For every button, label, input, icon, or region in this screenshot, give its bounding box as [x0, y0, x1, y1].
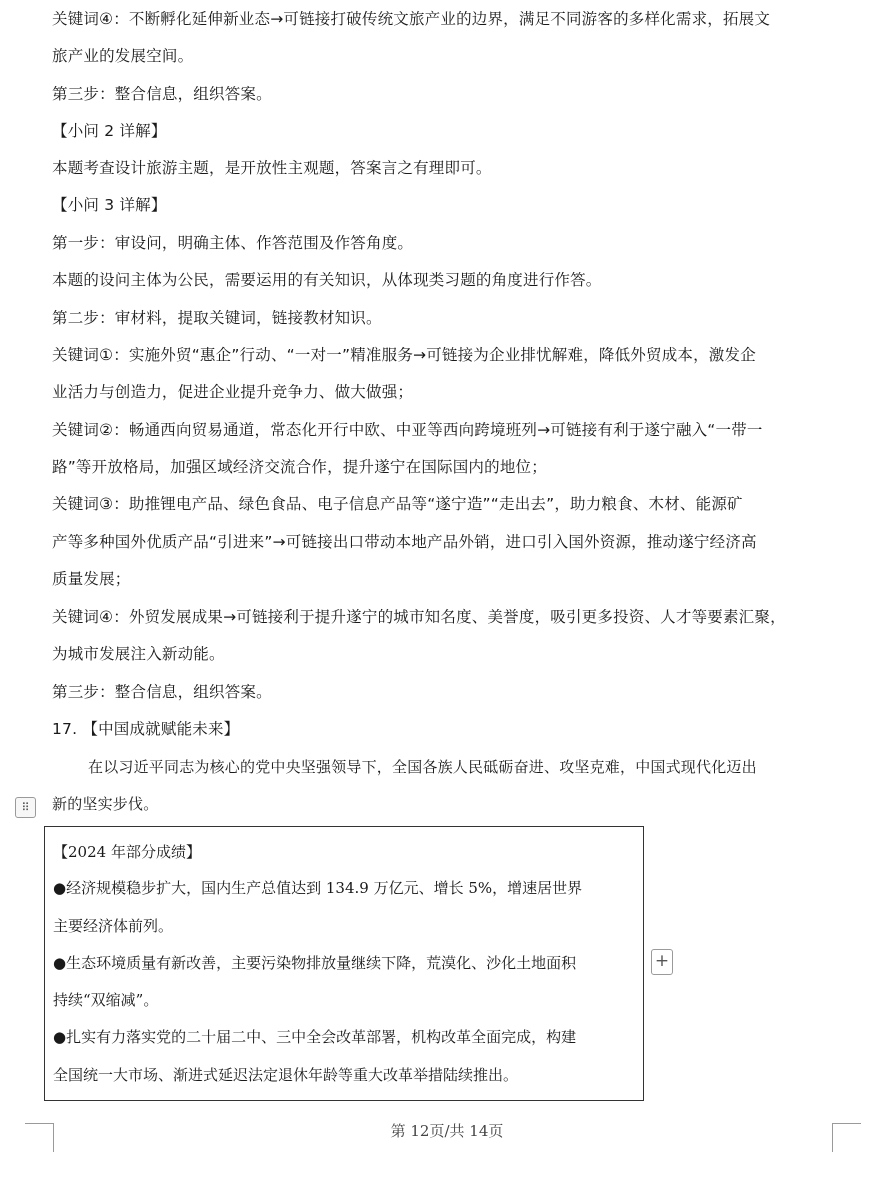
box-line: ●扎实有力落实党的二十届二中、三中全会改革部署，机构改革全面完成，构建	[53, 1028, 577, 1046]
plus-icon[interactable]: +	[651, 949, 673, 975]
paragraph-line: 为城市发展注入新动能。	[52, 645, 225, 663]
paragraph-line: 关键词②：畅通西向贸易通道，常态化开行中欧、中亚等西向跨境班列→可链接有利于遂宁融入“一带一	[52, 421, 763, 439]
paragraph-line: 产等多种国外优质产品“引进来”→可链接出口带动本地产品外销，进口引入国外资源，推动遂宁经济高	[52, 533, 757, 551]
paragraph-line: 新的坚实步伐。	[52, 795, 159, 813]
paragraph-line: 质量发展；	[52, 570, 131, 588]
paragraph-line: 路”等开放格局，加强区域经济交流合作，提升遂宁在国际国内的地位；	[52, 458, 547, 476]
paragraph-line: 本题考查设计旅游主题，是开放性主观题，答案言之有理即可。	[52, 159, 492, 177]
paragraph-line: 第三步：整合信息，组织答案。	[52, 85, 272, 103]
question-heading: 17. 【中国成就赋能未来】	[52, 720, 240, 738]
paragraph-line: 第三步：整合信息，组织答案。	[52, 683, 272, 701]
paragraph-line: 关键词④：不断孵化延伸新业态→可链接打破传统文旅产业的边界，满足不同游客的多样化需求，拓展文	[52, 10, 771, 28]
paragraph-line: 关键词①：实施外贸“惠企”行动、“一对一”精准服务→可链接为企业排忧解难，降低外贸成本，激发企	[52, 346, 756, 364]
box-line: 全国统一大市场、渐进式延迟法定退休年龄等重大改革举措陆续推出。	[53, 1066, 519, 1084]
achievement-box	[44, 826, 644, 1101]
drag-handle-icon[interactable]: ⠿	[15, 797, 36, 818]
paragraph-line: 关键词④：外贸发展成果→可链接利于提升遂宁的城市知名度、美誉度，吸引更多投资、人才等要素汇聚，	[52, 608, 786, 626]
box-title: 【2024 年部分成绩】	[53, 843, 201, 861]
box-line: 主要经济体前列。	[53, 917, 174, 935]
paragraph-line: 在以习近平同志为核心的党中央坚强领导下，全国各族人民砥砺奋进、攻坚克难，中国式现代化迈出	[88, 758, 757, 776]
paragraph-line: 旅产业的发展空间。	[52, 47, 194, 65]
section-heading: 【小问 3 详解】	[52, 196, 167, 214]
box-line: 持续“双缩减”。	[53, 991, 159, 1009]
paragraph-line: 第二步：审材料，提取关键词，链接教材知识。	[52, 309, 382, 327]
paragraph-line: 本题的设问主体为公民，需要运用的有关知识，从体现类习题的角度进行作答。	[52, 271, 602, 289]
paragraph-line: 业活力与创造力，促进企业提升竞争力、做大做强；	[52, 383, 414, 401]
paragraph-line: 第一步：审设问，明确主体、作答范围及作答角度。	[52, 234, 414, 252]
box-line: ●经济规模稳步扩大，国内生产总值达到 134.9 万亿元、增长 5%，增速居世界	[53, 879, 583, 897]
box-line: ●生态环境质量有新改善，主要污染物排放量继续下降，荒漠化、沙化土地面积	[53, 954, 577, 972]
paragraph-line: 关键词③：助推锂电产品、绿色食品、电子信息产品等“遂宁造”“走出去”，助力粮食、木材、能源矿	[52, 495, 743, 513]
page-footer: 第 12页/共 14页	[390, 1122, 504, 1140]
section-heading: 【小问 2 详解】	[52, 122, 167, 140]
